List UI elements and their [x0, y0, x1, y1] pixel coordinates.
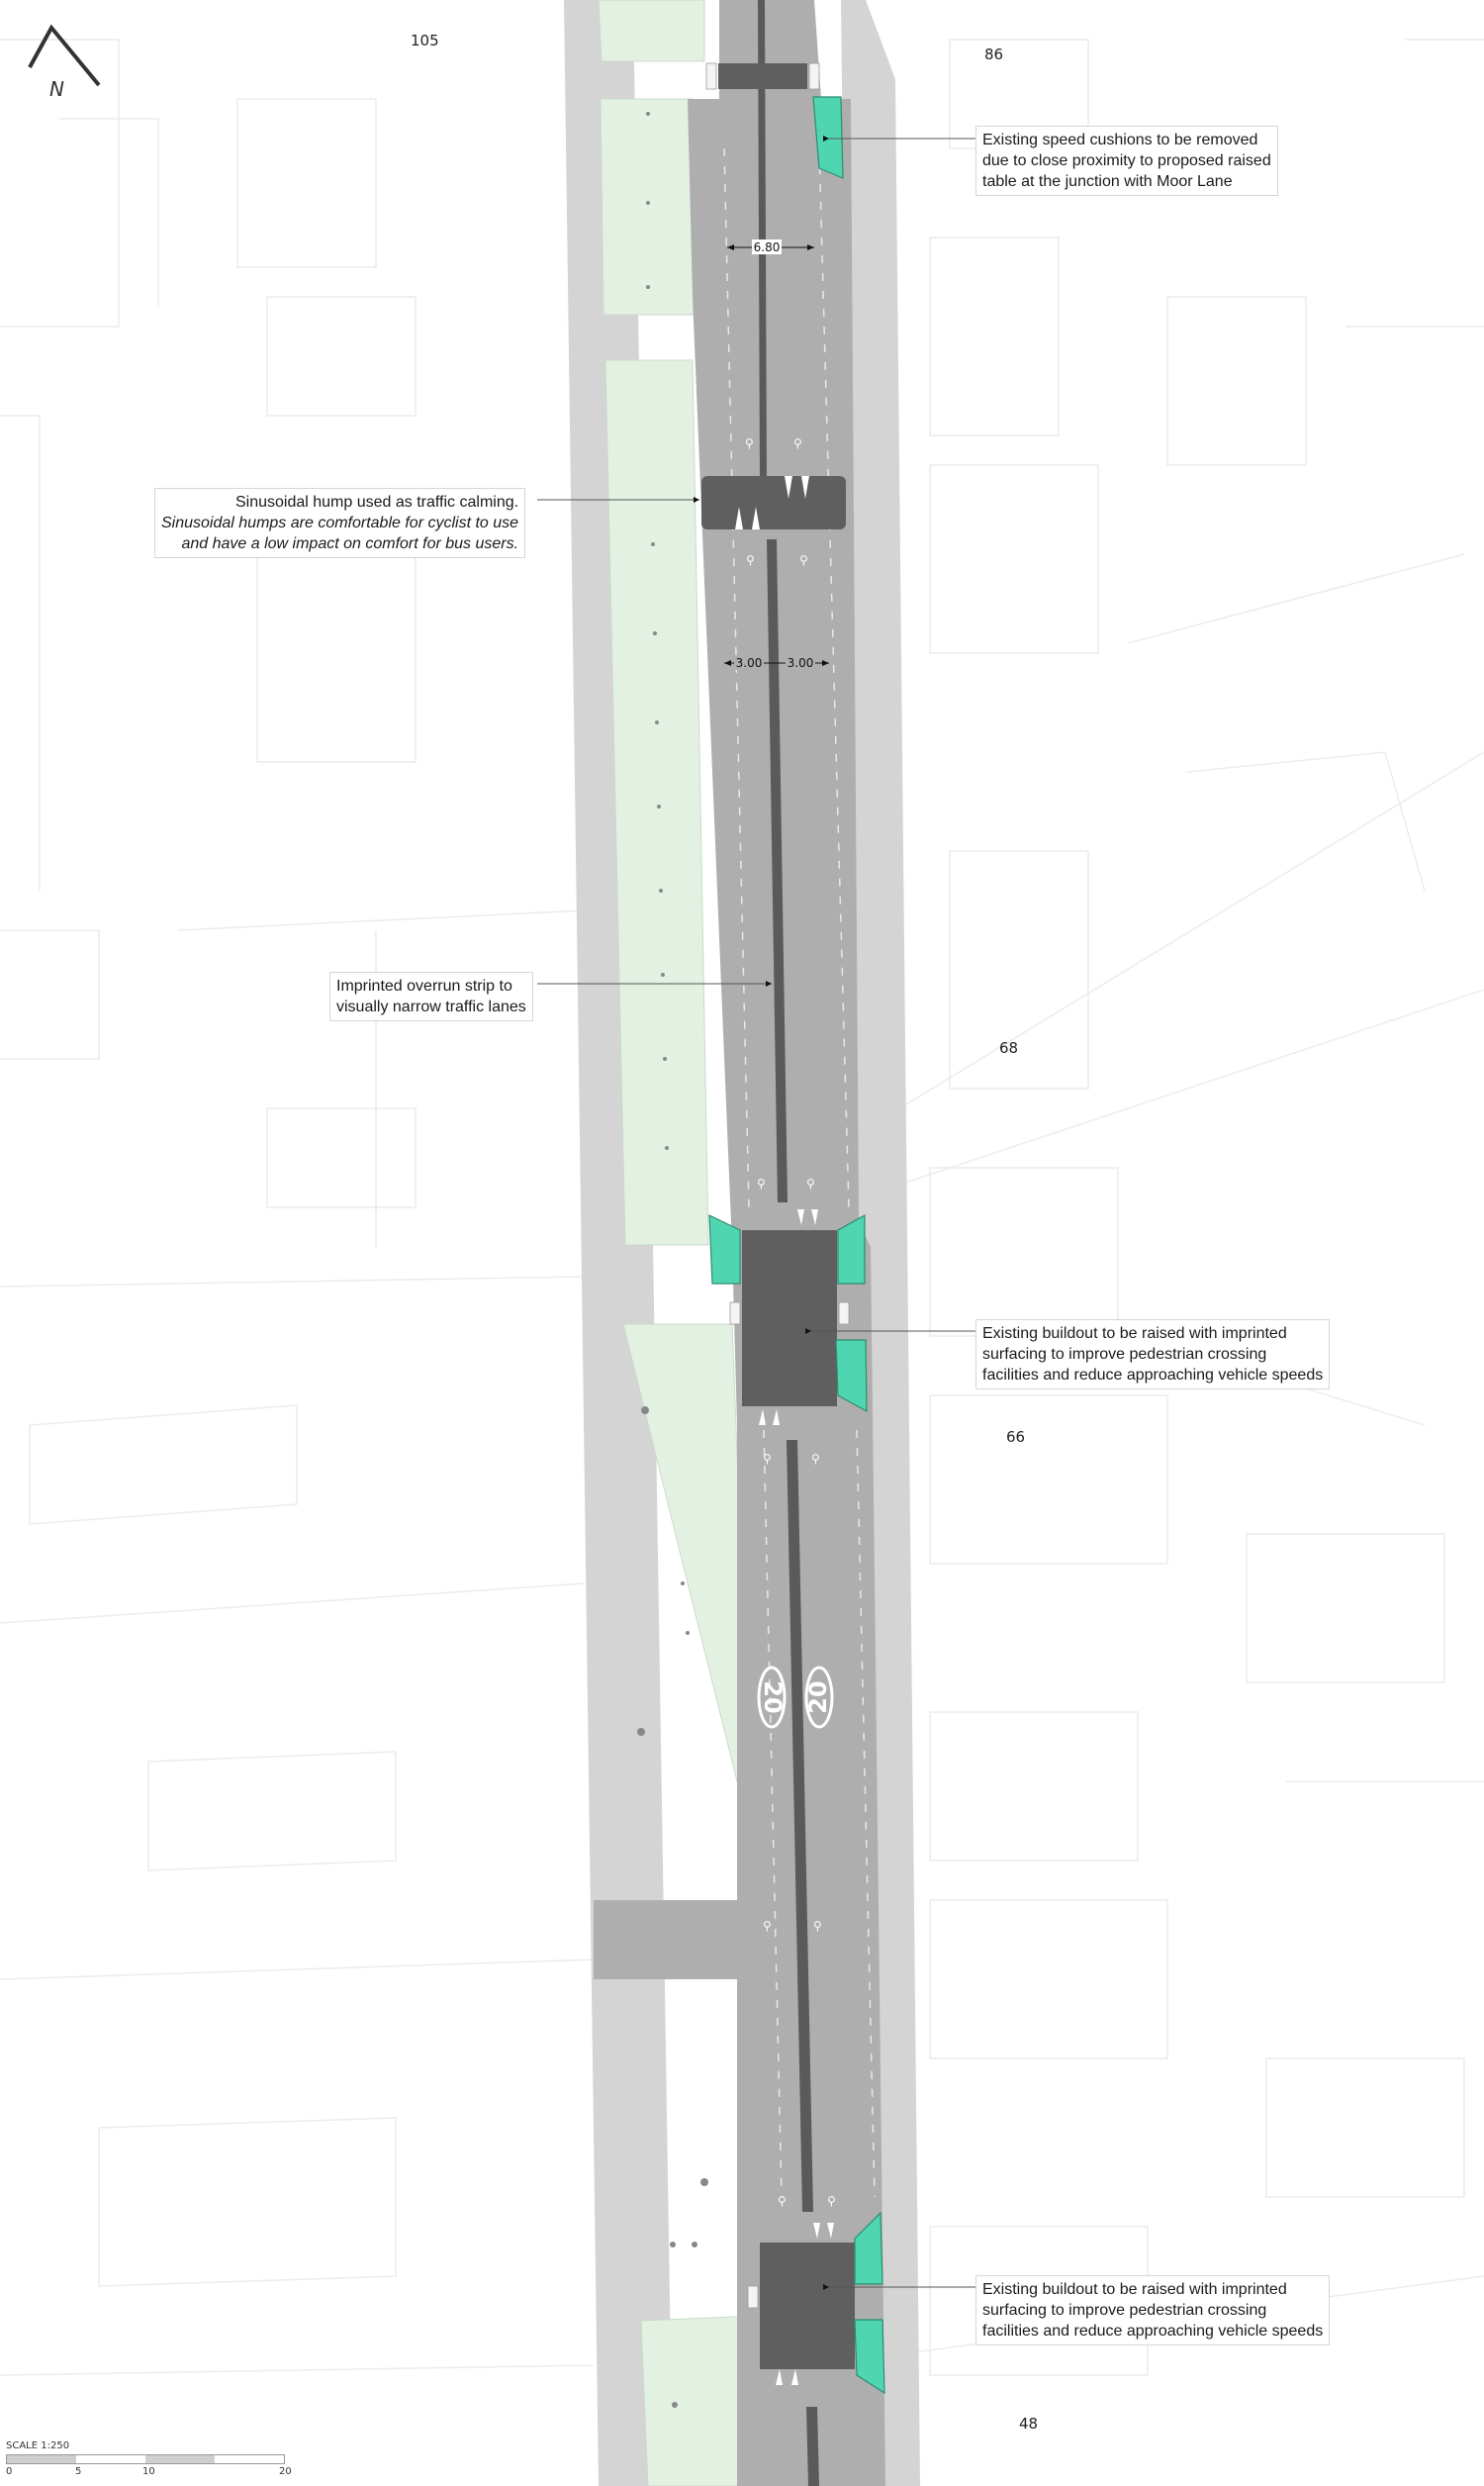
scale-title: SCALE 1:250	[6, 2440, 70, 2451]
scale-graphic	[6, 2454, 285, 2464]
house-number-86: 86	[984, 46, 1004, 63]
cycle-symbol: ⚲	[813, 1919, 822, 1933]
cycle-symbol: ⚲	[811, 1452, 820, 1466]
cycle-symbol: ⚲	[799, 553, 808, 567]
annotation-line: Existing speed cushions to be removed	[982, 132, 1258, 148]
annotation-note: and have a low impact on comfort for bus users.	[181, 535, 519, 553]
annotation-buildout-1	[975, 1319, 1330, 1389]
cycle-symbol: ⚲	[763, 1919, 772, 1933]
annotation-line: facilities and reduce approaching vehicle speeds	[982, 2323, 1324, 2341]
annotation-title: Sinusoidal hump used as traffic calming.	[234, 494, 519, 511]
annotation-overrun-strip	[329, 972, 533, 1021]
sinusoidal-hump	[701, 476, 846, 529]
raised-table-1	[742, 1230, 837, 1406]
annotation-line: due to close proximity to proposed raised	[982, 152, 1271, 170]
cycle-symbol: ⚲	[757, 1177, 766, 1191]
cycle-symbol: ⚲	[827, 2194, 836, 2208]
annotation-note: Sinusoidal humps are comfortable for cyclist to use	[161, 515, 519, 532]
annotation-line: surfacing to improve pedestrian crossing	[982, 2302, 1267, 2320]
annotation-line: facilities and reduce approaching vehicle speeds	[982, 1367, 1324, 1385]
cycle-symbol: ⚲	[806, 1177, 815, 1191]
cycle-symbol: ⚲	[778, 2194, 787, 2208]
north-arrow-icon	[22, 20, 111, 109]
house-number-68: 68	[999, 1039, 1019, 1057]
scale-tick: 10	[142, 2466, 155, 2477]
cycle-symbol: ⚲	[746, 553, 755, 567]
annotation-line: Existing buildout to be raised with imprinted	[982, 2281, 1287, 2298]
annotation-buildout-2	[975, 2275, 1330, 2345]
side-road	[594, 1900, 752, 1979]
annotation-line: table at the junction with Moor Lane	[982, 173, 1233, 191]
top-crossing	[718, 63, 807, 89]
house-number-48: 48	[1019, 2415, 1039, 2433]
annotation-line: Imprinted overrun strip to	[336, 978, 512, 995]
speed-label-right: 20	[804, 1680, 832, 1714]
speed-label-left: 20	[759, 1680, 787, 1714]
scale-bar	[6, 2440, 303, 2480]
dimension-lane-right: 3.00	[787, 656, 814, 670]
scale-tick: 5	[75, 2466, 82, 2477]
cycle-symbol: ⚲	[745, 436, 754, 450]
annotation-sinusoidal-hump	[154, 488, 525, 558]
annotation-speed-cushions	[975, 126, 1278, 196]
scale-tick: 0	[6, 2466, 13, 2477]
dimension-carriageway: 6.80	[753, 240, 781, 254]
house-number-66: 66	[1006, 1428, 1026, 1446]
annotation-line: surfacing to improve pedestrian crossing	[982, 1346, 1267, 1364]
scale-tick: 20	[279, 2466, 292, 2477]
cycle-symbol: ⚲	[793, 436, 802, 450]
annotation-line: Existing buildout to be raised with imprinted	[982, 1325, 1287, 1342]
house-number-105: 105	[411, 32, 439, 49]
annotation-line: visually narrow traffic lanes	[336, 999, 526, 1016]
cycle-symbol: ⚲	[763, 1452, 772, 1466]
dimension-lane-left: 3.00	[735, 656, 763, 670]
raised-table-2	[760, 2243, 855, 2369]
north-label: N	[49, 77, 64, 101]
